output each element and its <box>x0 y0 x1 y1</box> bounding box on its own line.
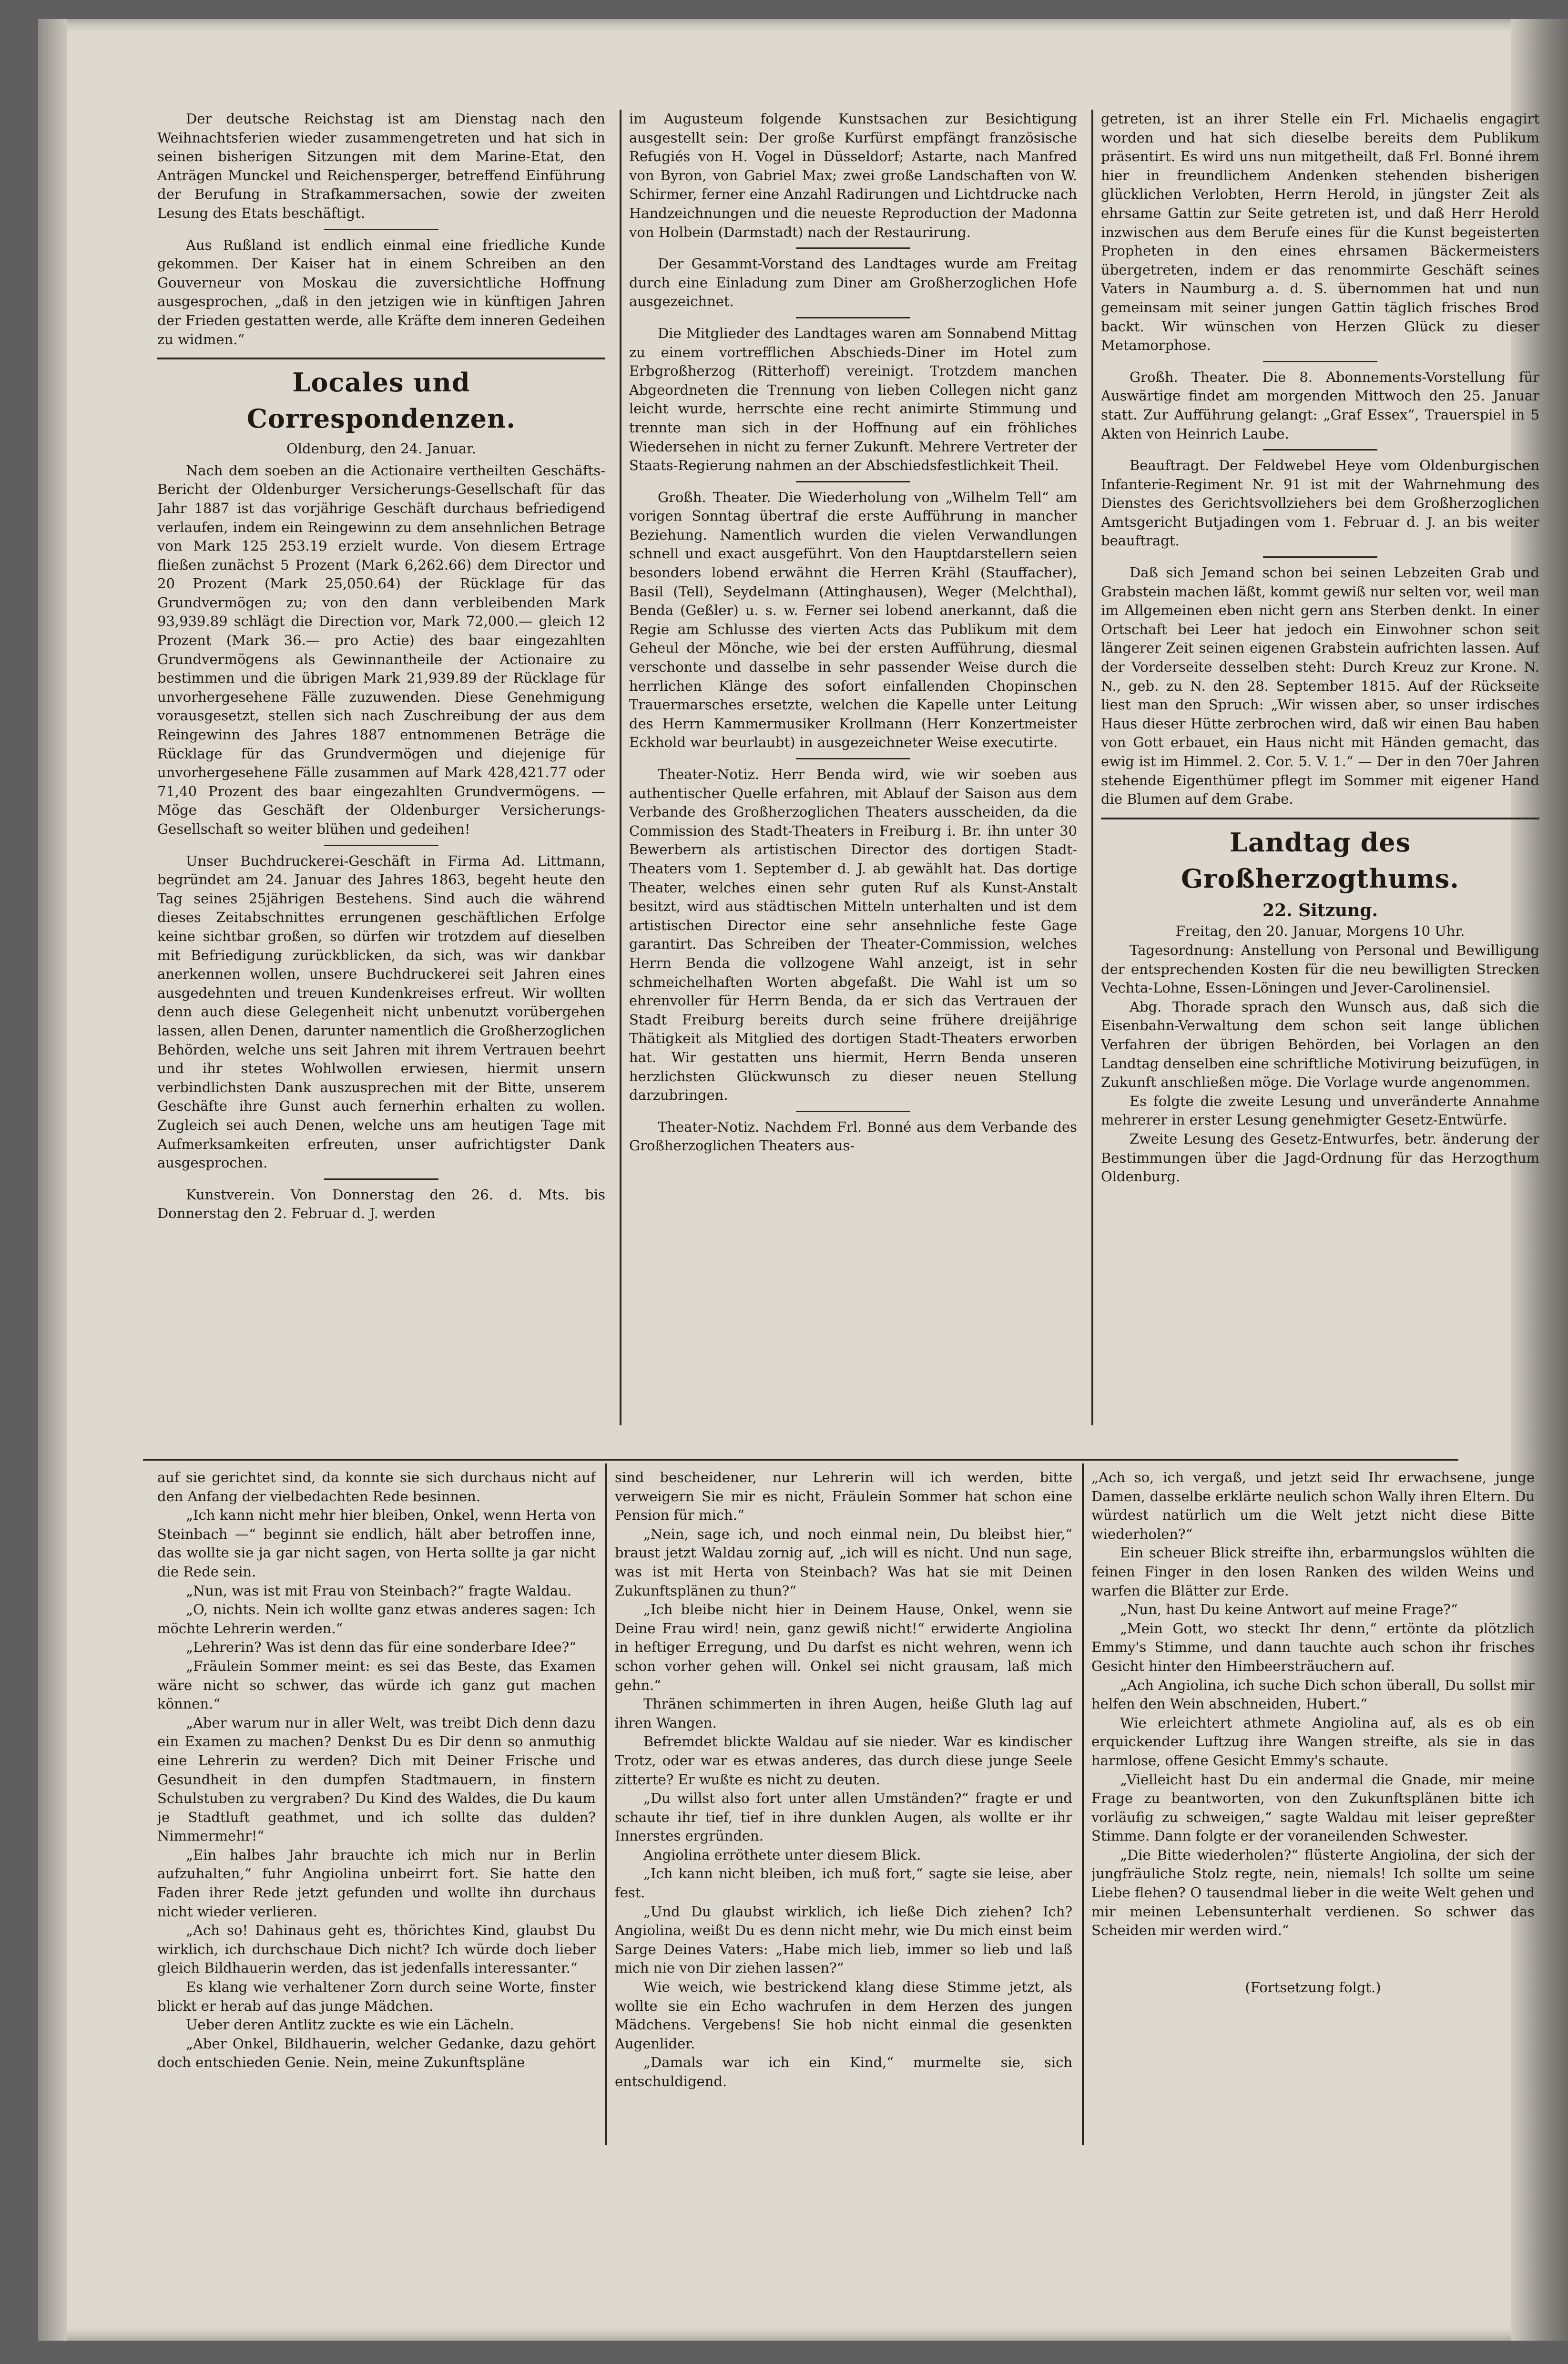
story-para: Thränen schimmerten in ihren Augen, heiße Gluth lag auf ihren Wangen. <box>615 1696 1072 1731</box>
landtag-session: 22. Sitzung. <box>1263 900 1378 921</box>
story-para: Wie weich, wie bestrickend klang diese Stimme jetzt, als wollte sie ein Echo wachrufen in dem Herzen des jungen Mädchens. Vergebens! Sie hob nicht einmal die gesenkten Augenlider. <box>615 1979 1072 2052</box>
landtag-date: Freitag, den 20. Januar, Morgens 10 Uhr. <box>1175 923 1465 940</box>
story-para: „Ein halbes Jahr brauchte ich mich nur in Berlin aufzuhalten,“ fuhr Angiolina unbeirrt fort. Sie hatte den Faden ihrer Rede jetzt gefunden und wollte ihn durchaus nicht wieder verlieren. <box>157 1846 596 1920</box>
news-augusteum: im Augusteum folgende Kunstsachen zur Besichtigung ausgestellt sein: Der große Kurfürst empfängt französische Refugiés von H. Vogel in Düsseldorf; Astarte, nach Manfred von Byron, von Gabriel Max; zwei große Landschaften von W. Schirmer, ferner eine Anzahl Radirungen und Lichtdrucke nach Handzeichnungen und die neueste Reproduction der Madonna von Holbein (Darmstadt) nach der Restaurirung. <box>629 111 1077 240</box>
story-para: „Ich kann nicht mehr hier bleiben, Onkel, wenn Herta von Steinbach —“ beginnt sie endlich, hält aber betroffen inne, das wollte sie ja gar nicht sagen, von Herta sollte ja gar nicht die Rede sein. <box>157 1507 596 1580</box>
separator <box>796 481 910 482</box>
story-para: Ueber deren Antlitz zuckte es wie ein Lächeln. <box>186 2016 514 2033</box>
news-russland: Aus Rußland ist endlich einmal eine friedliche Kunde gekommen. Der Kaiser hat in einem Schreiben an den Gouverneur von Moskau die zuversichtliche Hoffnung ausgesprochen, „daß in den jetzigen wie in künftigen Jahren der Frieden gestatten werde, alle Kräfte dem inneren Gedeihen zu widmen.“ <box>157 236 605 348</box>
news-landtag-diner: Die Mitglieder des Landtages waren am Sonnabend Mittag zu einem vortrefflichen Abschieds-Diner im Hotel zum Erbgroßherzog (Ritterhoff) vereinigt. Trotzdem manchen Abgeordneten die Trennung von lieben Collegen nicht ganz leicht wurde, herrschte eine recht animirte Stimmung und trennte man sich in der Hoffnung auf ein fröhliches Wiedersehen in nicht zu ferner Zukunft. Mehrere Vertreter der Staats-Regierung nahmen an der Abschiedsfestlichkeit Theil. <box>629 325 1077 474</box>
upper-column-1 <box>157 110 605 1425</box>
news-theater-notiz-bonne: Theater-Notiz. Nachdem Frl. Bonné aus dem Verbande des Großherzoglichen Theaters aus- <box>629 1118 1077 1154</box>
page-binding-edge <box>38 19 67 2341</box>
separator <box>796 758 910 759</box>
story-para: „Aber warum nur in aller Welt, was treibt Dich denn dazu ein Examen zu machen? Denkst Du es Dir denn so anmuthig eine Lehrerin zu werden? Dich mit Deiner Frische und Gesundheit in den dumpfen Stadtmauern, in finstern Schulstuben zu vergraben? Du Kind des Waldes, die Du kaum je Stadtluft geathmet, und ich sollte das dulden? Nimmermehr!“ <box>157 1714 596 1844</box>
news-theater-tell: Großh. Theater. Die Wiederholung von „Wilhelm Tell“ am vorigen Sonntag übertraf die erste Aufführung in mancher Beziehung. Namentlich wurden die vielen Verwandlungen schnell und exact ausgeführt. Von den Hauptdarstellern seien besonders lobend erwähnt die Herren Krähl (Stauffacher), Basil (Tell), Seydelmann (Attinghausen), Weger (Melchthal), Benda (Geßler) u. s. w. Ferner sei lobend anerkannt, daß die Regie am Schlusse des vierten Acts das Publikum mit dem Geheul der Mönche, wie bei der ersten Aufführung, diesmal verschonte und dasselbe in sehr passender Weise durch die herrlichen Klänge des sofort einfallenden Chopinschen Trauermarsches ersetzte, welchen die Kapelle unter Leitung des Herrn Kammermusiker Krollmann (Herr Konzertmeister Eckhold war beurlaubt) in ausgezeichneter Weise executirte. <box>629 489 1077 751</box>
news-versicherung: Nach dem soeben an die Actionaire vertheilten Geschäfts-Bericht der Oldenburger Versicherungs-Gesellschaft für das Jahr 1887 ist das vorjährige Geschäft durchaus befriedigend verlaufen, indem ein Reingewinn zu dem ansehnlichen Betrage von Mark 125 253.19 erzielt wurde. Von diesem Ertrage fließen zunächst 5 Prozent (Mark 6,262.66) dem Director und 20 Prozent (Mark 25,050.64) der Rücklage für das Grundvermögen zu; von den dann verbleibenden Mark 93,939.89 schlägt die Direction vor, Mark 72,000.— gleich 12 Prozent (Mark 36.— pro Actie) des baar eingezahlten Grundvermögens als Gewinnantheile der Actionaire zu bestimmen und die übrigen Mark 21,939.89 der Rücklage für unvorhergesehene Fälle zuzuwenden. Diese Genehmigung vorausgesetzt, stellen sich nach Zuschreibung der aus dem Reingewinn des Jahres 1887 entnommenen Beträge die Rücklage für das Grundvermögen und diejenige für unvorhergesehene Fälle zusammen auf Mark 428,421.77 oder 71,40 Prozent des baar eingezahlten Grundvermögens. — Möge das Geschäft der Oldenburger Versicherungs-Gesellschaft so weiter blühen und gedeihen! <box>157 462 605 837</box>
news-reichstag: Der deutsche Reichstag ist am Dienstag nach den Weihnachtsferien wieder zusammengetreten und hat sich in seinen bisherigen Sitzungen mit dem Marine-Etat, den Anträgen Munckel und Reichensperger, betreffend Einführung der Berufung in Strafkammersachen, sowie der zweiten Lesung des Etats beschäftigt. <box>157 111 605 221</box>
separator <box>1263 449 1377 450</box>
news-theater-notiz-benda: Theater-Notiz. Herr Benda wird, wie wir soeben aus authentischer Quelle erfahren, mit Ablauf der Saison aus dem Verbande des Großherzoglichen Theaters ausscheiden, da die Commission des Stadt-Theaters in Freiburg i. Br. ihn unter 30 Bewerbern als artistischen Director des dortigen Stadt-Theaters vom 1. September d. J. ab gewählt hat. Das dortige Theater, welches einen sehr guten Ruf als Kunst-Anstalt besitzt, wird aus städtischen Mitteln unterhalten und ist dem artistischen Director eine sehr ansehnliche feste Gage garantirt. Das Schreiben der Theater-Commission, welches Herrn Benda die vollzogene Wahl anzeigt, ist in sehr schmeichelhaften Worten abgefaßt. Die Wahl ist um so ehrenvoller für Herrn Benda, da er sich das Vertrauen der Stadt Freiburg bereits durch seine frühere dreijährige Thätigkeit als Mitglied des dortigen Stadt-Theaters erworben hat. Wir gestatten uns hiermit, Herrn Benda unseren herzlichsten Glückwunsch zu dieser neuen Stellung darzubringen. <box>629 766 1077 1104</box>
separator <box>796 1111 910 1112</box>
story-para: „Vielleicht hast Du ein andermal die Gnade, mir meine Frage zu beantworten, von den Zukunftsplänen bitte ich vorläufig zu schweigen,“ sagte Waldau mit leiser gepreßter Stimme. Dann folgte er der voraneilenden Schwester. <box>1091 1771 1535 1844</box>
story-para: Befremdet blickte Waldau auf sie nieder. War es kindischer Trotz, oder war es etwas anderes, das durch diese junge Seele zitterte? Er wußte es nicht zu deuten. <box>615 1733 1072 1788</box>
story-para: „Fräulein Sommer meint: es sei das Beste, das Examen wäre nicht so schwer, das würde ich ganz gut machen können.“ <box>157 1658 596 1712</box>
landtag-para: Zweite Lesung des Gesetz-Entwurfes, betr. änderung der Bestimmungen über die Jagd-Ordnung für das Herzogthum Oldenburg. <box>1101 1130 1539 1185</box>
news-kunstverein: Kunstverein. Von Donnerstag den 26. d. Mts. bis Donnerstag den 2. Februar d. J. werden <box>157 1186 605 1222</box>
news-landtag-vorstand: Der Gesammt-Vorstand des Landtages wurde am Freitag durch eine Einladung zum Diner am Großherzoglichen Hofe ausgezeichnet. <box>629 256 1077 310</box>
story-para: Wie erleichtert athmete Angiolina auf, als es ob ein erquickender Luftzug ihre Wangen streifte, als sie in das harmlose, offene Gesicht Emmy's schaute. <box>1091 1714 1535 1769</box>
column-rule-1 <box>620 110 621 1425</box>
story-para: „Damals war ich ein Kind,“ murmelte sie, sich entschuldigend. <box>615 2054 1072 2089</box>
story-para: Es klang wie verhaltener Zorn durch seine Worte, finster blickt er herab auf das junge Mädchen. <box>157 1979 596 2014</box>
story-para: „Die Bitte wiederholen?“ flüsterte Angiolina, der sich der jungfräuliche Stolz regte, nein, niemals! Ich sollte um seine Liebe flehen? O tausendmal lieber in die weite Welt gehen und mir meinen Lebensunterhalt verdienen. So schwer das Scheiden mir werden wird.“ <box>1091 1846 1535 1939</box>
upper-column-2 <box>629 110 1077 1425</box>
story-para: „Nun, hast Du keine Antwort auf meine Frage?“ <box>1120 1601 1458 1618</box>
news-buchdruckerei: Unser Buchdruckerei-Geschäft in Firma Ad. Littmann, begründet am 24. Januar des Jahres 1863, begeht heute den Tag seines 25jährigen Bestehens. Sind auch die während dieses Zeitabschnittes errungenen geschäftlichen Erfolge keine sichtbar großen, so dürfen wir trotzdem auf dieselben mit Befriedigung zurückblicken, da sich, was wir dankbar anerkennen wollen, unsere Buchdruckerei seit Jahren eines ausgedehnten und treuen Kundenkreises erfreut. Wir wollten denn auch diese Gelegenheit nicht unbenutzt vorübergehen lassen, allen Denen, darunter namentlich die Großherzoglichen Behörden, welche uns seit Jahren mit ihrem Vertrauen beehrt und ihr stetes Wohlwollen erwiesen, hiermit unsern verbindlichsten Dank auszusprechen mit der Bitte, unserem Geschäfte ihre Gunst auch fernerhin erhalten zu wollen. Zugleich sei auch Denen, welche uns am heutigen Tage mit Aufmerksamkeiten erfreuten, unser aufrichtigster Dank ausgesprochen. <box>157 852 605 1171</box>
column-rule-3 <box>605 1463 607 2145</box>
story-para: auf sie gerichtet sind, da konnte sie sich durchaus nicht auf den Anfang der vielbedachten Rede besinnen. <box>157 1469 596 1504</box>
landtag-para: Abg. Thorade sprach den Wunsch aus, daß sich die Eisenbahn-Verwaltung dem schon seit lange üblichen Verfahren der übrigen Behörden, bei Vorlagen an den Landtag denselben eine schriftliche Motivirung beizufügen, in Zukunft anschließen möge. Die Vorlage wurde angenommen. <box>1101 998 1539 1091</box>
section-title-landtag: Landtag des Großherzogthums. <box>1101 818 1539 897</box>
column-rule-4 <box>1082 1463 1084 2145</box>
story-para: Angiolina erröthete unter diesem Blick. <box>643 1846 921 1863</box>
feuilleton-column-1 <box>157 1468 596 2145</box>
story-para: „Ach so! Dahinaus geht es, thörichtes Kind, glaubst Du wirklich, ich durchschaue Dich nicht? Ich würde doch lieber gleich Bildhauerin werden, das ist jedenfalls interessanter.“ <box>157 1922 596 1976</box>
story-para: „Lehrerin? Was ist denn das für eine sonderbare Idee?“ <box>186 1639 577 1656</box>
separator <box>1263 556 1377 558</box>
feuilleton-column-3 <box>1091 1468 1535 2145</box>
news-bonne-cont: getreten, ist an ihrer Stelle ein Frl. Michaelis engagirt worden und hat sich dieselbe bereits dem Publikum präsentirt. Es wird uns nun mitgetheilt, daß Frl. Bonné ihrem hier in freundlichem Andenken stehenden bisherigen glücklichen Verlobten, Herrn Herold, in jüngster Zeit als ehrsame Gattin zur Seite getreten ist, und daß Herr Herold inzwischen aus dem Berufe eines für die Kunst begeisterten Propheten in den eines ehrsamen Bäckermeisters übergetreten, indem er das renommirte Geschäft seines Vaters in Naumburg a. d. S. übernommen hat und nun gemeinsam mit seiner jungen Gattin täglich frisches Brod backt. Wir wünschen von Herzen Glück zu dieser Metamorphose. <box>1101 111 1539 354</box>
story-para: „Aber Onkel, Bildhauerin, welcher Gedanke, dazu gehört doch entschieden Genie. Nein, meine Zukunftspläne <box>157 2035 596 2071</box>
story-para: „Ach so, ich vergaß, und jetzt seid Ihr erwachsene, junge Damen, dasselbe erklärte neulich schon Wally ihren Eltern. Du würdest natürlich um die Welt jetzt nicht diese Bitte wiederholen?“ <box>1091 1469 1535 1542</box>
story-para: sind bescheidener, nur Lehrerin will ich werden, bitte verweigern Sie mir es nicht, Fräulein Sommer hat schon eine Pension für mich.“ <box>615 1469 1072 1524</box>
separator <box>324 229 438 230</box>
upper-column-3 <box>1101 110 1539 1425</box>
story-para: „Ich bleibe nicht hier in Deinem Hause, Onkel, wenn sie Deine Frau wird! nein, ganz gewiß nicht!“ erwiderte Angiolina in heftiger Erregung, und Du darfst es nicht wehren, wenn ich schon vorher gehen will. Onkel sei nicht grausam, laß mich gehn.“ <box>615 1601 1072 1693</box>
separator <box>796 247 910 249</box>
story-para: „Du willst also fort unter allen Umständen?“ fragte er und schaute ihr tief, tief in ihre dunklen Augen, als wollte er ihr Innerstes ergründen. <box>615 1790 1072 1844</box>
news-beauftragt: Beauftragt. Der Feldwebel Heye vom Oldenburgischen Infanterie-Regiment Nr. 91 ist mit der Wahrnehmung des Dienstes des Gerichtsvollziehers bei dem Großherzoglichen Amtsgericht Butjadingen vom 1. Februar d. J. an bis weiter beauftragt. <box>1101 457 1539 549</box>
story-para: „Mein Gott, wo steckt Ihr denn,“ ertönte da plötzlich Emmy's Stimme, und dann tauchte auch schon ihr frisches Gesicht hinter den Himbeersträuchern auf. <box>1091 1620 1535 1674</box>
story-para: „Nein, sage ich, und noch einmal nein, Du bleibst hier,“ braust jetzt Waldau zornig auf, „ich will es nicht. Und nun sage, was ist mit Herta von Steinbach? Was hat sie mit Deinen Zukunftsplänen zu thun?“ <box>615 1525 1072 1599</box>
news-theater-abonnement: Großh. Theater. Die 8. Abonnements-Vorstellung für Auswärtige findet am morgenden Mittwoch den 25. Januar statt. Zur Aufführung gelangt: „Graf Essex“, Trauerspiel in 5 Akten von Heinrich Laube. <box>1101 368 1539 442</box>
column-rule-2 <box>1091 110 1093 1425</box>
continued-note: (Fortsetzung folgt.) <box>1245 1979 1381 1996</box>
landtag-para: Tagesordnung: Anstellung von Personal und Bewilligung der entsprechenden Kosten für die neu bewilligten Strecken Vechta-Lohne, Essen-Löningen und Jever-Carolinensiel. <box>1101 942 1539 996</box>
section-title-locales: Locales und Correspondenzen. <box>157 358 605 437</box>
story-para: „O, nichts. Nein ich wollte ganz etwas anderes sagen: Ich möchte Lehrerin werden.“ <box>157 1601 596 1637</box>
story-para: Ein scheuer Blick streifte ihn, erbarmungslos wühlten die feinen Finger in den losen Ranken des wilden Weins und warfen die Blätter zur Erde. <box>1091 1545 1535 1599</box>
separator <box>324 845 438 846</box>
separator <box>1263 361 1377 362</box>
story-para: „Nun, was ist mit Frau von Steinbach?“ fragte Waldau. <box>186 1582 572 1599</box>
story-para: „Ach Angiolina, ich suche Dich schon überall, Du sollst mir helfen den Wein abschneiden, Hubert.“ <box>1091 1677 1535 1712</box>
news-grabstein: Daß sich Jemand schon bei seinen Lebzeiten Grab und Grabstein machen läßt, kommt gewiß nur selten vor, weil man im Allgemeinen eben nicht gern ans Sterben denkt. In einer Ortschaft bei Leer hat jedoch ein Einwohner schon seit längerer Zeit seinen eigenen Grabstein aufrichten lassen. Auf der Vorderseite desselben steht: Durch Kreuz zur Krone. N. N., geb. zu N. den 28. September 1815. Auf der Rückseite liest man den Spruch: „Wir wissen aber, so unser irdisches Haus dieser Hütte zerbrochen wird, daß wir einen Bau haben von Gott erbauet, ein Haus nicht mit Händen gemacht, das ewig ist im Himmel. 2. Cor. 5. V. 1.“ — Der in den 70er Jahren stehende Eigenthümer pflegt im Sommer mit eigener Hand die Blumen auf dem Grabe. <box>1101 564 1539 808</box>
landtag-para: Es folgte die zweite Lesung und unveränderte Annahme mehrerer in erster Lesung genehmigter Gesetz-Entwürfe. <box>1101 1093 1539 1128</box>
dateline: Oldenburg, den 24. Januar. <box>286 440 476 457</box>
story-para: „Ich kann nicht bleiben, ich muß fort,“ sagte sie leise, aber fest. <box>615 1865 1072 1901</box>
feuilleton-column-2 <box>615 1468 1072 2145</box>
separator <box>324 1178 438 1180</box>
feuilleton-rule <box>143 1459 1458 1461</box>
story-para: „Und Du glaubst wirklich, ich ließe Dich ziehen? Ich? Angiolina, weißt Du es denn nicht mehr, wie Du mich einst beim Sarge Deines Vaters: „Habe mich lieb, immer so lieb und laß mich nie von Dir ziehen lassen?“ <box>615 1903 1072 1976</box>
separator <box>796 317 910 318</box>
